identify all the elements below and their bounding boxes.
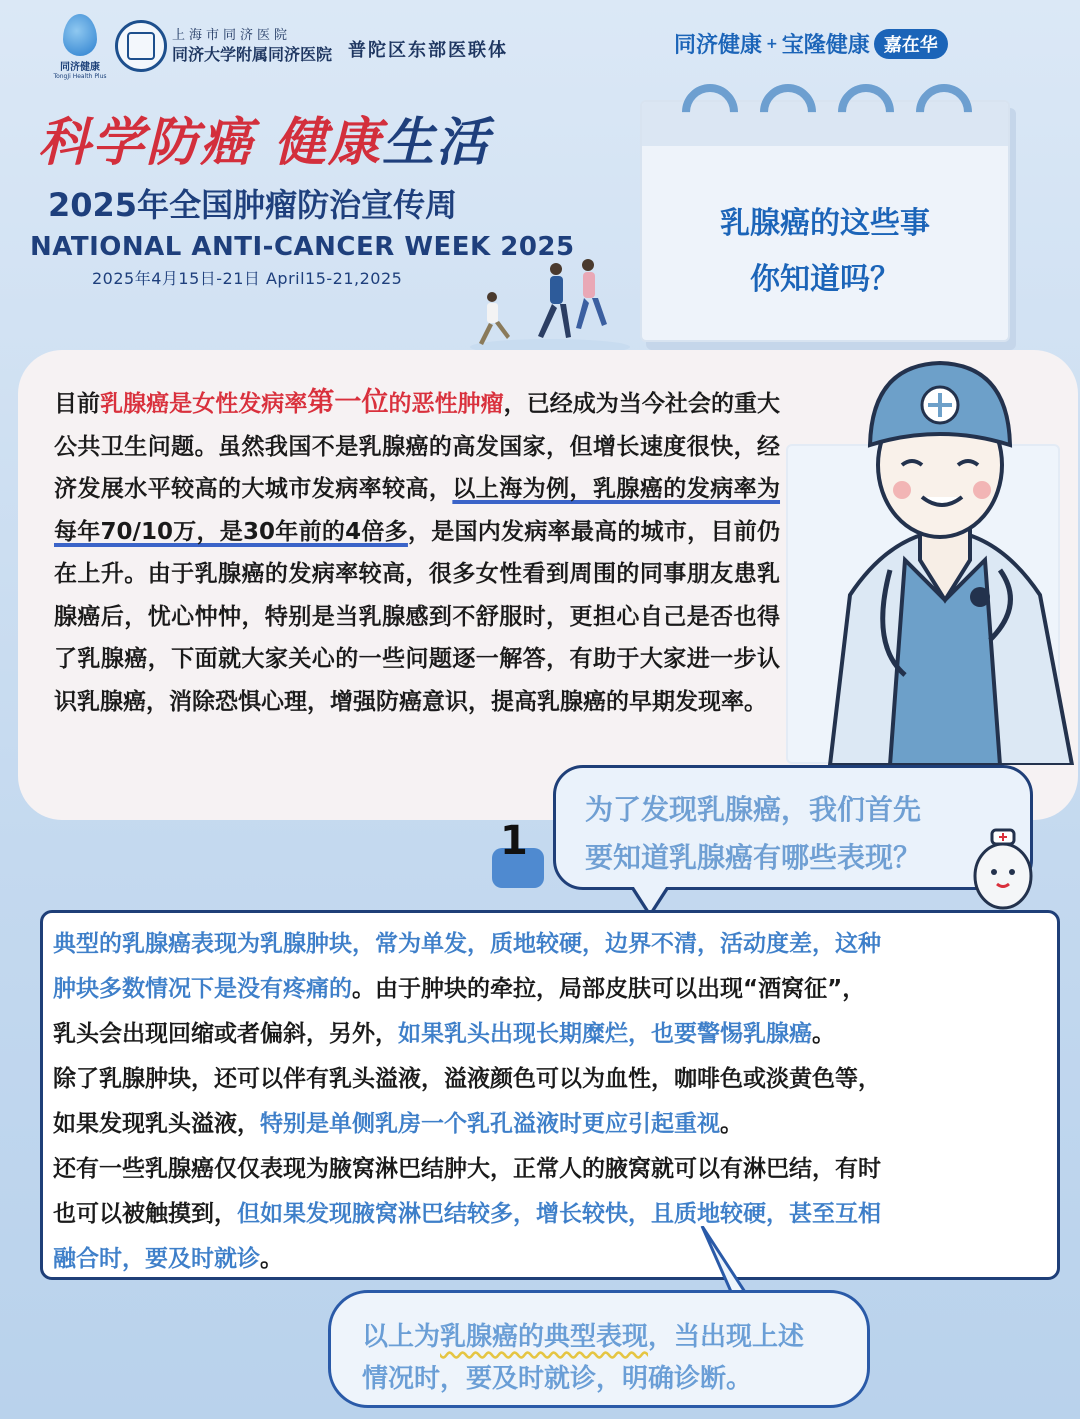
symptom-line-5c: 。	[720, 1111, 743, 1137]
alliance-name: 普陀区东部医联体	[348, 40, 508, 61]
symptom-line-3b: 如果乳头出现长期糜烂，也要警惕乳腺癌	[398, 1021, 812, 1047]
hospital-name: 上海市同济医院	[172, 28, 292, 43]
hospital-seal-icon	[115, 20, 167, 72]
symptom-line-6: 还有一些乳腺癌仅仅表现为腋窝淋巴结肿大，正常人的腋窝就可以有淋巴结，有时	[53, 1156, 881, 1182]
question-text	[585, 786, 921, 882]
slogan-part2a: 健康	[274, 113, 383, 173]
symptom-line-8b: 。	[260, 1246, 283, 1272]
intro-text-1: 目前	[54, 391, 101, 417]
symptom-line-3a: 乳头会出现回缩或者偏斜，另外，	[53, 1021, 398, 1047]
symptom-line-8: 融合时，要及时就诊	[53, 1246, 260, 1272]
symptom-line-2a: 肿块多数情况下是没有疼痛的	[53, 976, 352, 1002]
logo-name: 同济健康	[60, 62, 100, 73]
brand-badge: 嘉在华	[874, 29, 948, 59]
brand-banner	[674, 28, 948, 59]
calendar-title-line2: 你知道吗？	[750, 262, 900, 297]
symptom-line-2b: 。由于肿块的牵拉，局部皮肤可以出现“酒窝征”，	[352, 976, 866, 1002]
slogan-part1: 科学防癌	[38, 113, 255, 173]
symptom-line-3c: 。	[812, 1021, 835, 1047]
symptom-line-7a: 也可以被触摸到，	[53, 1201, 237, 1227]
symptom-line-7b: 但如果发现腋窝淋巴结较多，增长较快，且质地较硬，甚至互相	[237, 1201, 881, 1227]
summary-line2: 情况时，要及时就诊，明确诊断。	[362, 1364, 753, 1394]
intro-paragraph	[54, 382, 780, 723]
bubble-tail-fill	[632, 884, 668, 912]
question-line1: 为了发现乳腺癌，我们首先	[585, 793, 922, 826]
slogan	[38, 100, 490, 175]
nurse-mascot-icon	[970, 826, 1036, 910]
intro-text-2: ，已经成为当今社会的重大公共卫生问题。虽然我国不是乳腺癌的高发国家，但增长速度很快，经济发展水平较高的大城市发病率较高，	[54, 391, 781, 502]
calendar-title-line1: 乳腺癌的这些事	[720, 206, 930, 241]
calendar-card	[640, 100, 1010, 342]
slogan-part2b: 生活	[382, 113, 491, 173]
runners-illustration	[460, 255, 635, 355]
symptom-line-4: 除了乳腺肿块，还可以伴有乳头溢液，溢液颜色可以为血性，咖啡色或淡黄色等，	[53, 1066, 881, 1092]
symptom-line-5b: 特别是单侧乳房一个乳孔溢液时更应引起重视	[260, 1111, 720, 1137]
section-number: 1	[500, 818, 528, 864]
summary-text	[362, 1316, 804, 1400]
brand-plus: +	[766, 35, 778, 52]
brand-second: 宝隆健康	[781, 33, 870, 58]
summary-line1c: ，当出现上述	[648, 1322, 805, 1352]
water-drop-icon	[63, 14, 97, 56]
week-date: 2025年4月15日-21日 April15-21,2025	[92, 269, 403, 288]
logo-subtitle: TongJi Health Plus	[53, 73, 107, 80]
symptoms-text	[53, 922, 1049, 1282]
hospital-affiliation: 同济大学附属同济医院	[172, 45, 333, 64]
intro-highlight-1: 乳腺癌是女性发病率	[100, 391, 308, 417]
intro-highlight-2: 的恶性肿瘤	[388, 391, 504, 417]
summary-line1b: 乳腺癌的典型表现	[440, 1322, 649, 1352]
intro-underlined: 以上海为例，乳腺癌的发病率为每年70/10万，是30年前的4倍多	[54, 476, 781, 545]
symptom-line-5a: 如果发现乳头溢液，	[53, 1111, 260, 1137]
week-title-cn: 2025年全国肿瘤防治宣传周	[48, 186, 458, 224]
symptom-line-1: 典型的乳腺癌表现为乳腺肿块，常为单发，质地较硬，边界不清，活动度差，这种	[53, 931, 881, 957]
question-line2: 要知道乳腺癌有哪些表现？	[585, 841, 922, 874]
tongji-health-logo	[50, 14, 110, 80]
summary-line1a: 以上为	[362, 1322, 441, 1352]
intro-highlight-big: 第一位	[307, 387, 389, 418]
week-title-en: NATIONAL ANTI-CANCER WEEK 2025	[30, 232, 575, 262]
brand-main: 同济健康	[674, 33, 763, 58]
intro-text-3: ，是国内发病率最高的城市，目前仍在上升。由于乳腺癌的发病率较高，很多女性看到周围的同事朋友患乳腺癌后，忧心忡忡，特别是当乳腺感到不舒服时，更担心自己是否也得了乳腺癌，下面就大家关心的一些问题逐一解答，有助于大家进一步认识乳腺癌，消除恐惧心理，增强防癌意识，提高乳腺癌的早期发现率。	[54, 518, 780, 715]
doctor-illustration	[810, 345, 1080, 765]
